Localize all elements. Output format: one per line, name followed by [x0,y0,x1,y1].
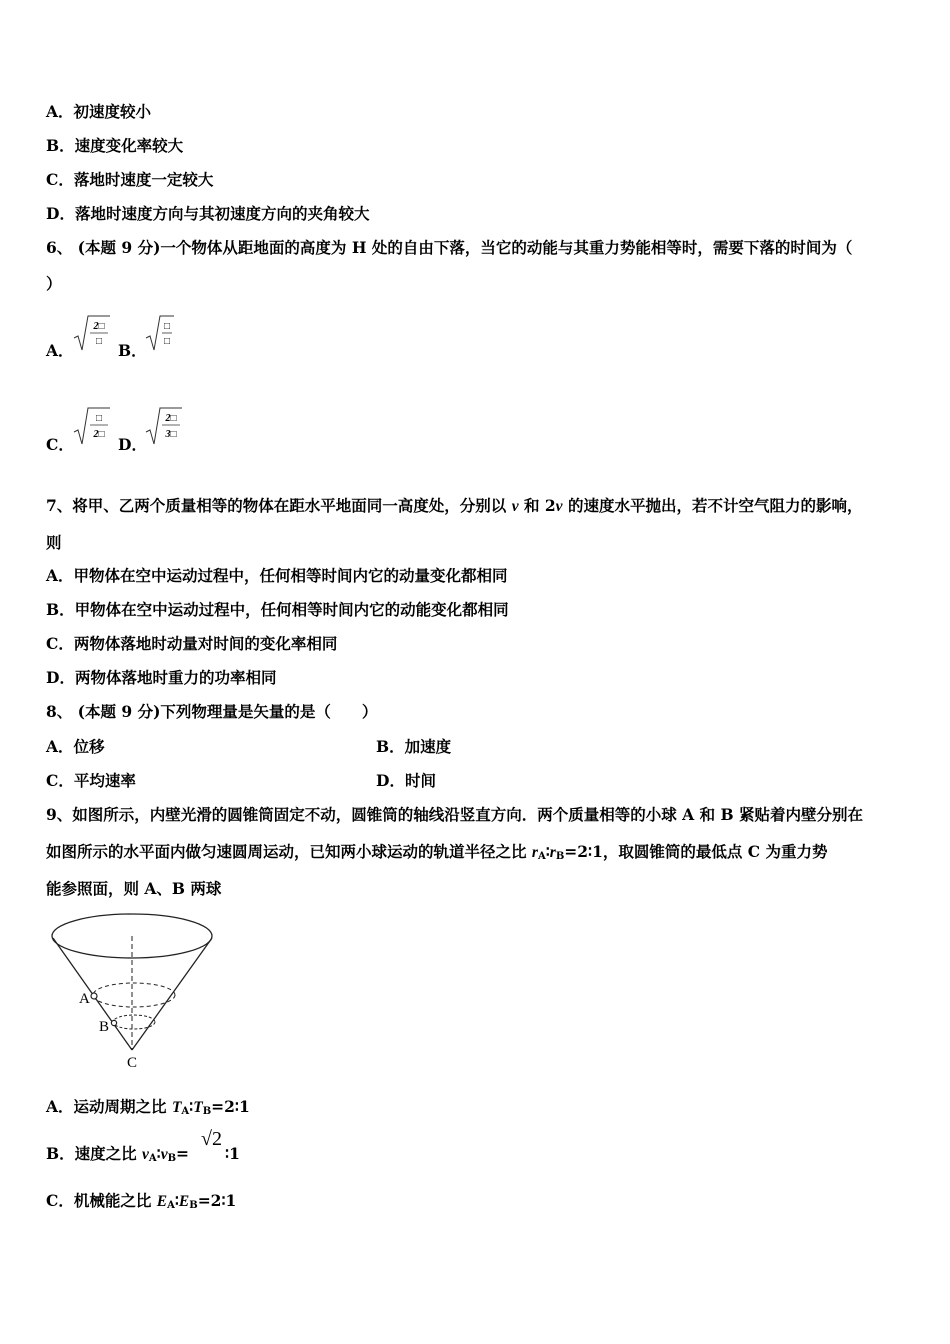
q9-stem-line1: 9、如图所示，内壁光滑的圆锥筒固定不动，圆锥筒的轴线沿竖直方向．两个质量相等的小球 A 和 B 紧贴着内壁分别在 [46,805,864,824]
q6-option-a-formula [72,312,112,356]
q9-stem-line2: 如图所示的水平面内做匀速圆周运动，已知两小球运动的轨道半径之比 $r_A∶r_B=2∶1$，取圆锥筒的最低点 C 为重力势 [46,842,828,862]
q8-option-b: B．加速度 [376,737,452,756]
q6-b-numerator: □ [163,321,171,332]
q7-option-b: B．甲物体在空中运动过程中，任何相等时间内它的动能变化都相同 [46,600,509,619]
q6-stem-line1: 6、 (本题 9 分)一个物体从距地面的高度为 H 处的自由下落，当它的动能与其重力势能相等时，需要下落的时间为（ [46,238,853,257]
q6-a-denominator: □ [95,336,103,347]
q7-option-d: D．两物体落地时重力的功率相同 [46,668,277,687]
q8-option-c: C．平均速率 [46,771,136,790]
q7-stem-line2: 则 [46,533,62,552]
q5-option-c: C．落地时速度一定较大 [46,170,214,189]
q7-option-a: A．甲物体在空中运动过程中，任何相等时间内它的动量变化都相同 [46,566,508,585]
q5-option-d: D．落地时速度方向与其初速度方向的夹角较大 [46,204,370,223]
q6-option-c-label: C． [46,435,74,454]
q9-stem-line3: 能参照面，则 A、B 两球 [46,879,222,898]
label-c: C [127,1055,138,1071]
q5-option-a: A．初速度较小 [46,102,152,121]
q6-a-numerator: 2□ [93,321,105,332]
q6-d-numerator: 2□ [165,413,177,424]
q6-option-d-label: D． [118,435,147,454]
q6-stem-line2: ） [46,274,62,293]
ball-b [111,1020,116,1025]
q6-option-b-label: B． [118,341,147,360]
q8-option-d: D．时间 [376,771,436,790]
q9-option-a: A．运动周期之比 $T_A∶T_B=2∶1$ [46,1097,250,1117]
q9-option-b: B．速度之比 $v_A∶v_B=$ ∶1 [46,1144,240,1164]
q8-stem: 8、 (本题 9 分)下列物理量是矢量的是（ ） [46,702,378,721]
label-a: A [79,991,90,1007]
q6-d-denominator: 3□ [165,429,177,440]
q6-option-d-formula [144,404,184,448]
cone-figure [48,912,220,1072]
q6-option-c-formula [72,404,112,448]
orbit-a [93,983,175,1007]
q6-c-numerator: □ [95,413,103,424]
ball-a [91,993,97,999]
q7-option-c: C．两物体落地时动量对时间的变化率相同 [46,634,338,653]
q6-c-denominator: 2□ [93,429,105,440]
q9-b-sqrt2: √2 [201,1128,222,1150]
q6-option-b-formula [144,312,176,356]
q9-option-c: C．机械能之比 $E_A∶E_B=2∶1$ [46,1191,237,1211]
q5-option-b: B．速度变化率较大 [46,136,184,155]
label-b: B [99,1019,110,1035]
q6-b-denominator: □ [163,336,171,347]
q6-option-a-label: A． [46,341,74,360]
q8-option-a: A．位移 [46,737,105,756]
q7-stem-line1: 7、将甲、乙两个质量相等的物体在距水平地面同一高度处，分别以 v 和 2v 的速度水平抛出，若不计空气阻力的影响， [46,496,863,515]
